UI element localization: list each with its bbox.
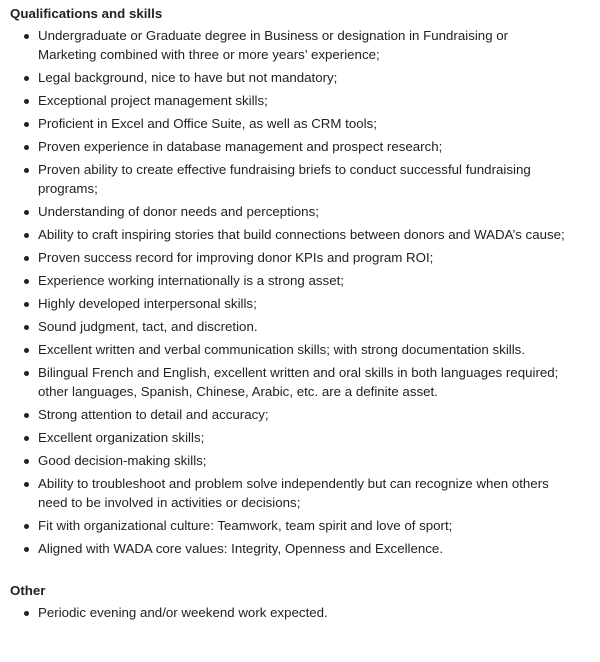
list-item: Sound judgment, tact, and discretion. — [38, 317, 568, 336]
list-item: Excellent organization skills; — [38, 428, 568, 447]
list-item: Legal background, nice to have but not mandatory; — [38, 68, 568, 87]
list-item: Ability to troubleshoot and problem solve independently but can recognize when others need to be involved in activities or decisions; — [38, 474, 568, 512]
list-item: Undergraduate or Graduate degree in Business or designation in Fundraising or Marketing combined with three or more years’ experience; — [38, 26, 568, 64]
list-item: Aligned with WADA core values: Integrity, Openness and Excellence. — [38, 539, 568, 558]
list-item: Exceptional project management skills; — [38, 91, 568, 110]
section-spacer — [10, 562, 590, 581]
list-item: Excellent written and verbal communication skills; with strong documentation skills. — [38, 340, 568, 359]
list-item: Proven ability to create effective fundraising briefs to conduct successful fundraising programs; — [38, 160, 568, 198]
list-item: Highly developed interpersonal skills; — [38, 294, 568, 313]
list-item: Experience working internationally is a strong asset; — [38, 271, 568, 290]
list-item: Proven success record for improving donor KPIs and program ROI; — [38, 248, 568, 267]
list-item: Bilingual French and English, excellent written and oral skills in both languages required; other languages, Spanish, Chinese, Arabic, etc. are a definite asset. — [38, 363, 568, 401]
list-item: Good decision-making skills; — [38, 451, 568, 470]
other-section — [10, 581, 590, 622]
qualifications-section — [10, 4, 590, 558]
list-item: Strong attention to detail and accuracy; — [38, 405, 568, 424]
qualifications-heading: Qualifications and skills — [10, 6, 163, 21]
other-list — [10, 603, 590, 622]
list-item: Ability to craft inspiring stories that build connections between donors and WADA’s cause; — [38, 225, 568, 244]
list-item: Periodic evening and/or weekend work expected. — [38, 603, 568, 622]
qualifications-list — [10, 26, 590, 558]
list-item: Fit with organizational culture: Teamwork, team spirit and love of sport; — [38, 516, 568, 535]
list-item: Understanding of donor needs and perceptions; — [38, 202, 568, 221]
other-heading: Other — [10, 583, 46, 598]
list-item: Proficient in Excel and Office Suite, as well as CRM tools; — [38, 114, 568, 133]
list-item: Proven experience in database management and prospect research; — [38, 137, 568, 156]
